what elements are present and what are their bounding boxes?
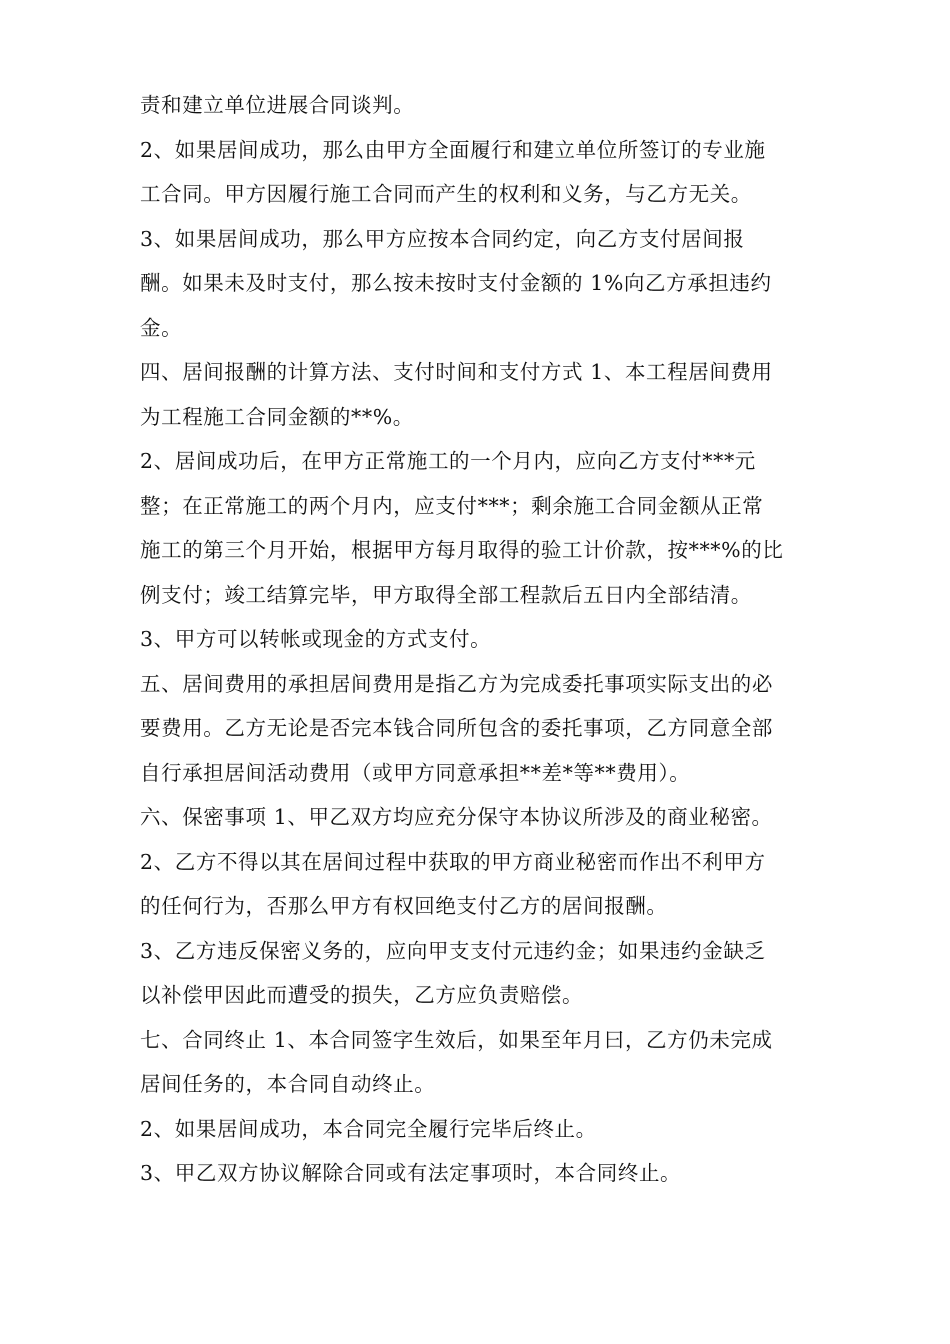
text-line: 六、保密事项 1、甲乙双方均应充分保守本协议所涉及的商业秘密。 (140, 805, 773, 829)
document-page (140, 83, 820, 1196)
text-line: 自行承担居间活动费用（或甲方同意承担**差*等**费用）。 (140, 760, 691, 785)
text-line: 2、居间成功后，在甲方正常施工的一个月内，应向乙方支付***元 (140, 449, 756, 473)
text-line: 2、如果居间成功，那么由甲方全面履行和建立单位所签订的专业施 (140, 137, 766, 162)
text-line: 工合同。甲方因履行施工合同而产生的权利和义务，与乙方无关。 (140, 182, 752, 206)
text-line: 施工的第三个月开始，根据甲方每月取得的验工计价款，按***%的比 (140, 538, 784, 562)
text-line: 四、居间报酬的计算方法、支付时间和支付方式 1、本工程居间费用 (140, 360, 773, 384)
text-line: 的任何行为，否那么甲方有权回绝支付乙方的居间报酬。 (140, 894, 668, 918)
text-line: 酬。如果未及时支付，那么按未按时支付金额的 1%向乙方承担违约 (140, 271, 772, 295)
text-line: 为工程施工合同金额的**%。 (140, 404, 414, 429)
text-line: 3、如果居间成功，那么甲方应按本合同约定，向乙方支付居间报 (140, 226, 745, 251)
text-line: 金。 (140, 315, 183, 340)
text-line: 整；在正常施工的两个月内，应支付***；剩余施工合同金额从正常 (140, 493, 764, 518)
text-line: 五、居间费用的承担居间费用是指乙方为完成委托事项实际支出的必 (140, 671, 773, 696)
text-line: 例支付；竣工结算完毕，甲方取得全部工程款后五日内全部结清。 (140, 582, 752, 607)
text-line: 责和建立单位进展合同谈判。 (140, 93, 415, 117)
text-line: 2、如果居间成功，本合同完全履行完毕后终止。 (140, 1116, 597, 1141)
text-line: 七、合同终止 1、本合同签字生效后，如果至年月曰，乙方仍未完成 (140, 1027, 773, 1052)
text-line: 要费用。乙方无论是否完本钱合同所包含的委托事项，乙方同意全部 (140, 716, 773, 740)
text-line: 3、甲方可以转帐或现金的方式支付。 (140, 627, 492, 651)
text-line: 3、甲乙双方协议解除合同或有法定事项时，本合同终止。 (140, 1161, 682, 1185)
text-line: 3、乙方违反保密义务的，应向甲支支付元违约金；如果违约金缺乏 (140, 938, 766, 963)
text-line: 以补偿甲因此而遭受的损失，乙方应负责赔偿。 (140, 983, 584, 1007)
text-line: 2、乙方不得以其在居间过程中获取的甲方商业秘密而作出不利甲方 (140, 849, 766, 874)
text-line: 居间任务的，本合同自动终止。 (140, 1072, 436, 1096)
